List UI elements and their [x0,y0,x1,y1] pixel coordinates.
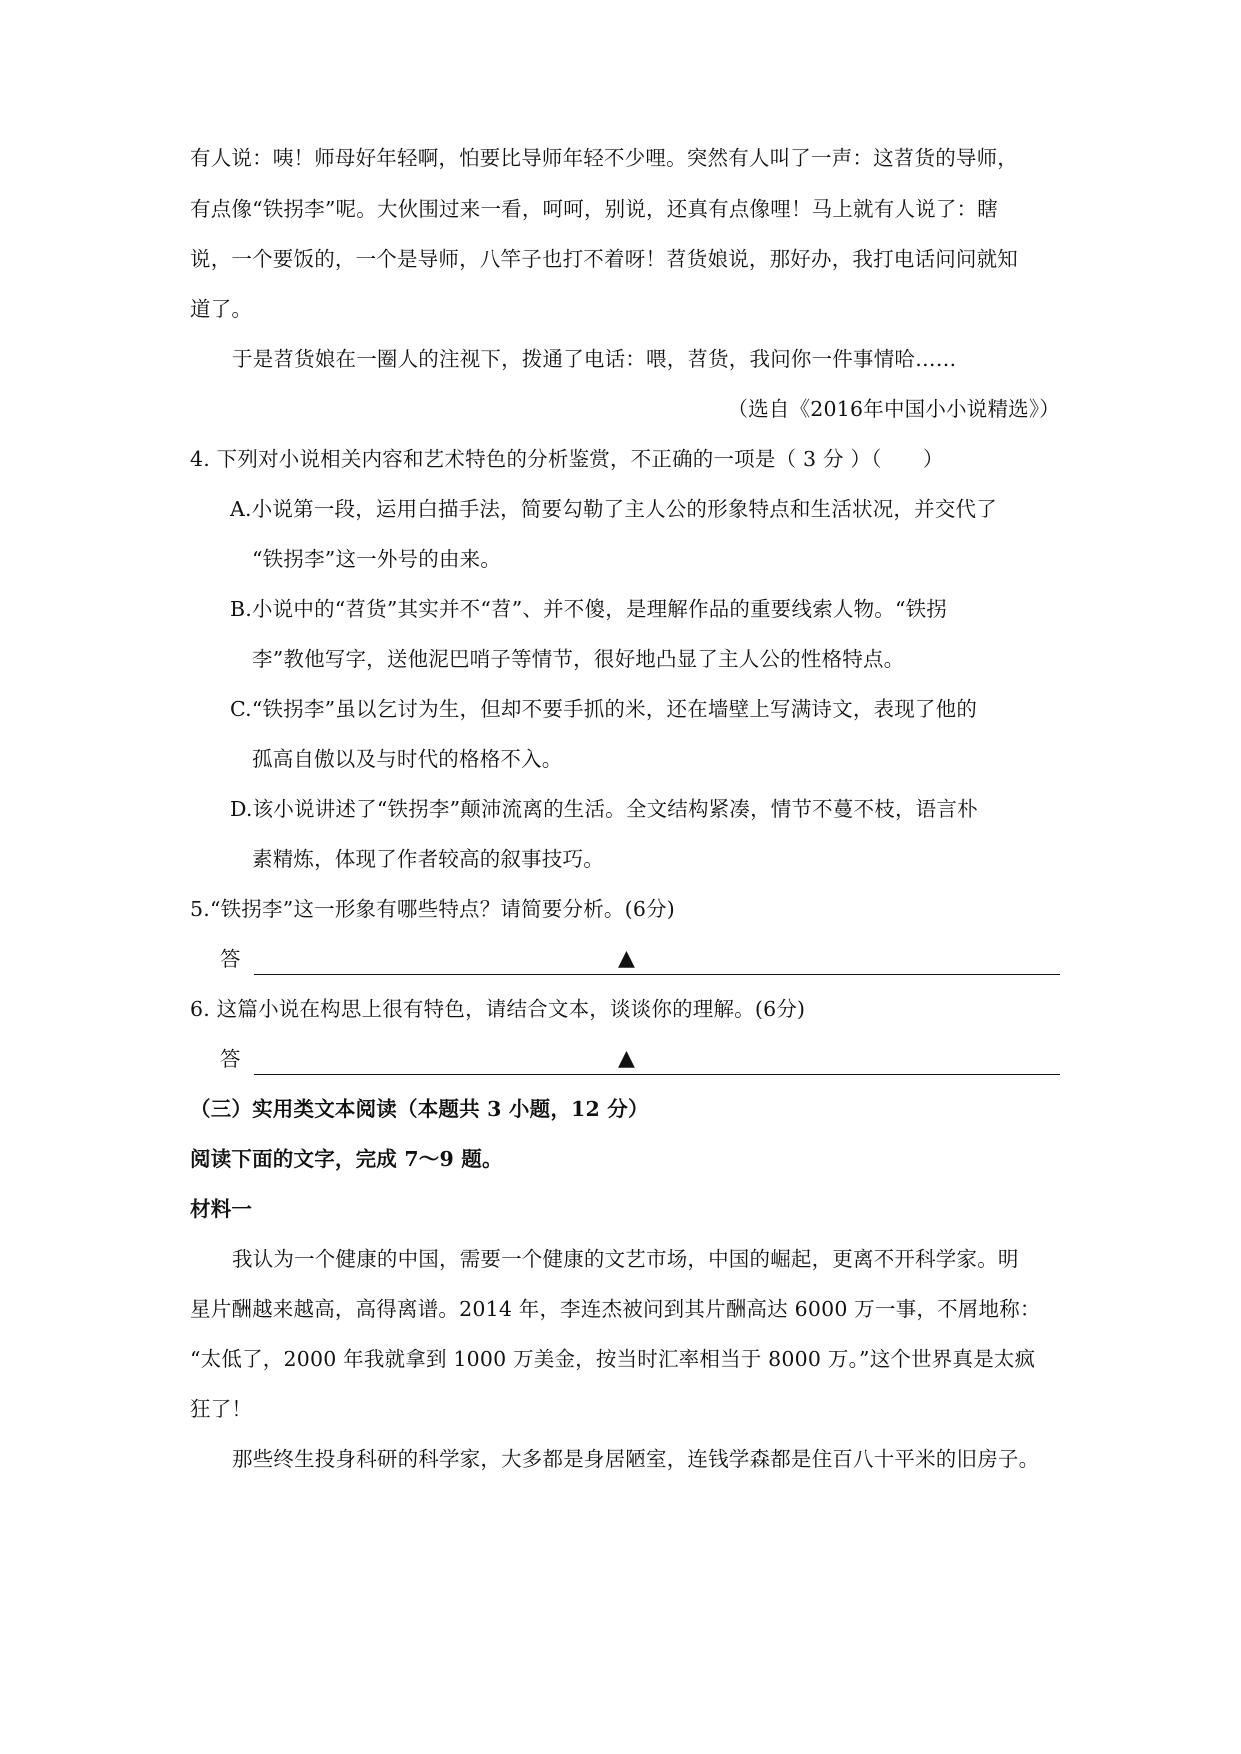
question-5-answer-area[interactable] [220,944,1060,978]
question-4-option-a: A.小说第一段，运用白描手法，简要勾勒了主人公的形象特点和生活状况，并交代了 [230,497,997,521]
material-paragraph-line: 狂了！ [190,1397,253,1421]
passage-line: 道了。 [190,297,253,321]
answer-label: 答 [220,947,241,971]
passage-last-paragraph: 于是苕货娘在一圈人的注视下，拨通了电话：喂，苕货，我问你一件事情哈…… [232,347,957,371]
material-paragraph-line: 星片酬越来越高，高得离谱。2014 年，李连杰被问到其片酬高达 6000 万一事，不屑地称： [190,1297,1041,1321]
triangle-icon: ▲ [618,1046,635,1071]
question-6-stem: 6. 这篇小说在构思上很有特色，请结合文本，谈谈你的理解。(6分) [190,997,806,1021]
section-instruction: 阅读下面的文字，完成 7～9 题。 [190,1147,503,1171]
question-4-option-d: D.该小说讲述了“铁拐李”颠沛流离的生活。全文结构紧凑，情节不蔓不枝，语言朴 [230,797,978,821]
question-4-option-c: C.“铁拐李”虽以乞讨为生，但却不要手抓的米，还在墙壁上写满诗文，表现了他的 [230,697,978,721]
question-6-answer-area[interactable] [220,1044,1060,1078]
question-4-option-b: B.小说中的“苕货”其实并不“苕”、并不傻，是理解作品的重要线索人物。“铁拐 [230,597,948,621]
material-paragraph-line: “太低了，2000 年我就拿到 1000 万美金，按当时汇率相当于 8000 万。”这个世界真是太疯 [190,1347,1036,1371]
answer-line [254,1074,1060,1075]
question-4-option-c-cont: 孤高自傲以及与时代的格格不入。 [252,747,563,771]
question-4-option-a-cont: “铁拐李”这一外号的由来。 [252,547,502,571]
passage-source: （选自《2016年中国小小说精选》） [727,397,1060,421]
answer-line [254,974,1060,975]
passage-line: 有点像“铁拐李”呢。大伙围过来一看，呵呵，别说，还真有点像哩！马上就有人说了：瞎 [190,197,998,221]
section-heading: （三）实用类文本阅读（本题共 3 小题，12 分） [190,1097,649,1121]
question-4-option-b-cont: 李”教他写字，送他泥巴哨子等情节，很好地凸显了主人公的性格特点。 [252,647,905,671]
question-4-stem: 4. 下列对小说相关内容和艺术特色的分析鉴赏，不正确的一项是（ 3 分 ）（ ） [190,447,944,471]
passage-line: 说，一个要饭的，一个是导师，八竿子也打不着呀！苕货娘说，那好办，我打电话问问就知 [190,247,1018,271]
passage-line: 有人说：咦！师母好年轻啊，怕要比导师年轻不少哩。突然有人叫了一声：这苕货的导师， [190,146,1018,170]
answer-label: 答 [220,1047,241,1071]
material-label: 材料一 [190,1197,253,1221]
question-4-option-d-cont: 素精炼，体现了作者较高的叙事技巧。 [252,847,604,871]
material-paragraph-line: 我认为一个健康的中国，需要一个健康的文艺市场，中国的崛起，更离不开科学家。明 [232,1247,1019,1271]
material-paragraph-line: 那些终生投身科研的科学家，大多都是身居陋室，连钱学森都是住百八十平米的旧房子。 [232,1447,1040,1471]
triangle-icon: ▲ [618,946,635,971]
question-5-stem: 5.“铁拐李”这一形象有哪些特点？请简要分析。(6分) [190,897,675,921]
